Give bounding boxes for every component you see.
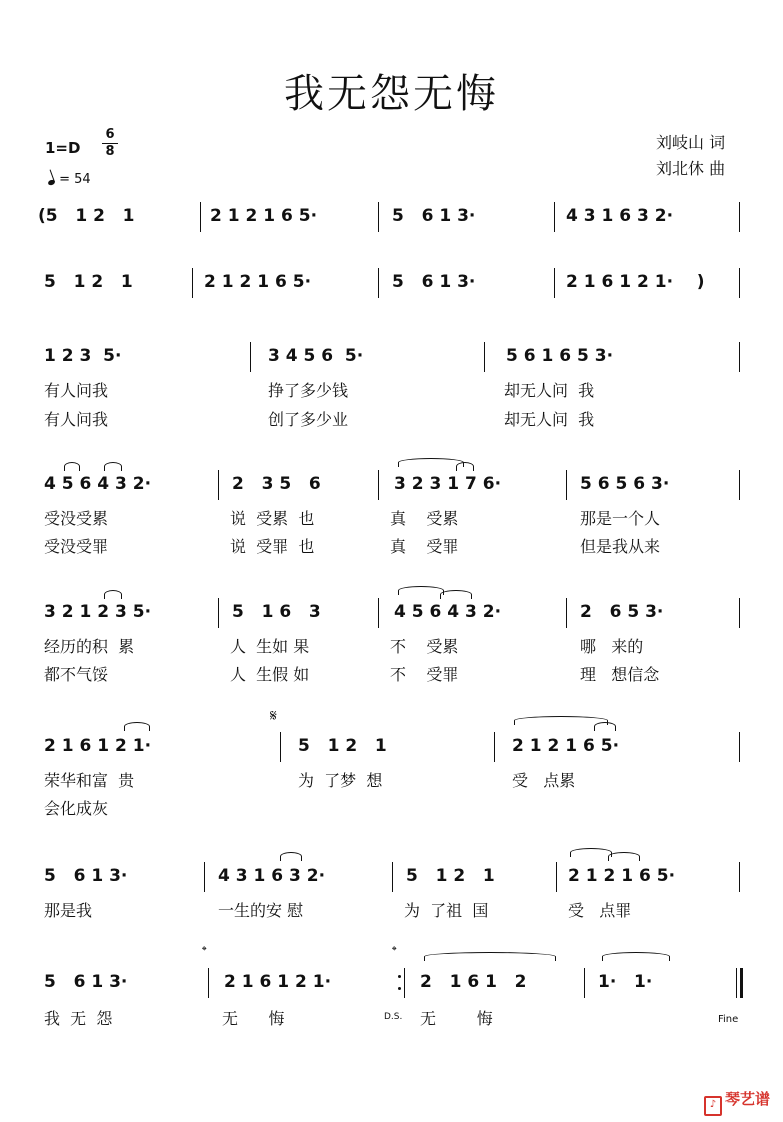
row3-measure3: 5 6 1 6 5 3· (506, 346, 614, 366)
song-title: 我无怨无悔 (284, 71, 499, 117)
row1-measure3: 5 6 1 3· (392, 206, 476, 226)
row5-lyric1-d: 哪 来的 (580, 637, 644, 656)
row5-lyric1-a: 经历的积 累 (44, 637, 135, 656)
key-signature: 1=D (45, 139, 81, 157)
row8-measure4: 1· 1· (598, 972, 653, 992)
row5-lyric2-c: 不 受罪 (390, 665, 459, 684)
row8-measure3: 2 1 6 1 2 (420, 972, 527, 992)
row5-lyric1-c: 不 受累 (390, 637, 459, 656)
row7-lyric1-b: 一生的安 慰 (218, 901, 304, 920)
row6-measure3: 2 1 2 1 6 5· (512, 736, 620, 756)
row5-measure4: 2 6 5 3· (580, 602, 664, 622)
row4-measure4: 5 6 5 6 3· (580, 474, 670, 494)
row4-measure1: 4 5 6 4 3 2· (44, 474, 152, 494)
composer: 刘北休 曲 (656, 159, 726, 178)
row6-measure2: 5 1 2 1 (298, 736, 387, 756)
time-bottom: 8 (105, 144, 115, 159)
row6-lyric1-b: 为 了梦 想 (298, 771, 383, 790)
row2-measure2: 2 1 2 1 6 5· (204, 272, 312, 292)
segno-icon: 𝄋 (270, 706, 277, 725)
time-signature (102, 128, 118, 159)
row7-measure1: 5 6 1 3· (44, 866, 128, 886)
row1-measure2: 2 1 2 1 6 5· (210, 206, 318, 226)
row4-lyric1-c: 真 受累 (390, 509, 459, 528)
row3-lyric1-a: 有人问我 (44, 381, 109, 400)
row7-measure4: 2 1 2 1 6 5· (568, 866, 676, 886)
row7-lyric1-d: 受 点罪 (568, 901, 632, 920)
row4-lyric2-a: 受没受罪 (44, 537, 109, 556)
watermark-text: 琴艺谱 (725, 1090, 771, 1108)
row4-lyric1-b: 说 受累 也 (230, 509, 315, 528)
row8-lyric1-b: 无 悔 (222, 1009, 285, 1028)
row5-lyric2-a: 都不气馁 (44, 665, 109, 684)
row8-lyric1-a: 我 无 怨 (44, 1009, 113, 1028)
quarter-note-icon (47, 179, 55, 186)
row6-lyric1-a: 荣华和富 贵 (44, 771, 135, 790)
row5-lyric2-b: 人 生假 如 (230, 665, 310, 684)
row7-lyric1-c: 为 了祖 国 (404, 901, 489, 920)
coda-icon-2: 𝄌 (392, 944, 397, 959)
row5-measure1: 3 2 1 2 3 5· (44, 602, 152, 622)
row2-measure1: 5 1 2 1 (44, 272, 133, 292)
row4-lyric2-b: 说 受罪 也 (230, 537, 315, 556)
tempo-marking (48, 172, 91, 187)
coda-icon: 𝄌 (202, 944, 207, 959)
row3-measure2: 3 4 5 6 5· (268, 346, 364, 366)
time-top: 6 (105, 127, 115, 142)
lyricist: 刘岐山 词 (656, 133, 726, 152)
row4-measure2: 2 3 5 6 (232, 474, 321, 494)
row8-measure2: 2 1 6 1 2 1· (224, 972, 332, 992)
row3-measure1: 1 2 3 5· (44, 346, 122, 366)
row3-lyric2-b: 创了多少业 (268, 410, 349, 429)
row7-lyric1-a: 那是我 (44, 901, 93, 920)
row5-measure3: 4 5 6 4 3 2· (394, 602, 502, 622)
row2-measure3: 5 6 1 3· (392, 272, 476, 292)
row6-measure1: 2 1 6 1 2 1· (44, 736, 152, 756)
row4-measure3: 3 2 3 1 7 6· (394, 474, 502, 494)
row2-measure4: 2 1 6 1 2 1· ) (566, 272, 705, 292)
row4-lyric1-a: 受没受累 (44, 509, 109, 528)
row3-lyric1-b: 挣了多少钱 (268, 381, 349, 400)
row7-measure2: 4 3 1 6 3 2· (218, 866, 326, 886)
logo-icon: ♪ (704, 1096, 722, 1116)
row5-lyric1-b: 人 生如 果 (230, 637, 310, 656)
row6-lyric2-a: 会化成灰 (44, 799, 109, 818)
row5-lyric2-d: 理 想信念 (580, 665, 660, 684)
row8-lyric1-d: 无 悔 (420, 1009, 493, 1028)
row3-lyric2-a: 有人问我 (44, 410, 109, 429)
tempo-value: = 54 (59, 172, 91, 187)
ds-marking: D.S. (384, 1012, 403, 1022)
watermark-logo (704, 1088, 770, 1116)
row5-measure2: 5 1 6 3 (232, 602, 321, 622)
row1-measure4: 4 3 1 6 3 2· (566, 206, 674, 226)
row1-measure1: (5 1 2 1 (38, 206, 135, 226)
row8-measure1: 5 6 1 3· (44, 972, 128, 992)
row3-lyric2-c: 却无人问 我 (504, 410, 595, 429)
fine-marking: Fine (718, 1014, 739, 1025)
row3-lyric1-c: 却无人问 我 (504, 381, 595, 400)
row4-lyric1-d: 那是一个人 (580, 509, 661, 528)
row4-lyric2-c: 真 受罪 (390, 537, 459, 556)
row6-lyric1-c: 受 点累 (512, 771, 576, 790)
row7-measure3: 5 1 2 1 (406, 866, 495, 886)
row4-lyric2-d: 但是我从来 (580, 537, 661, 556)
